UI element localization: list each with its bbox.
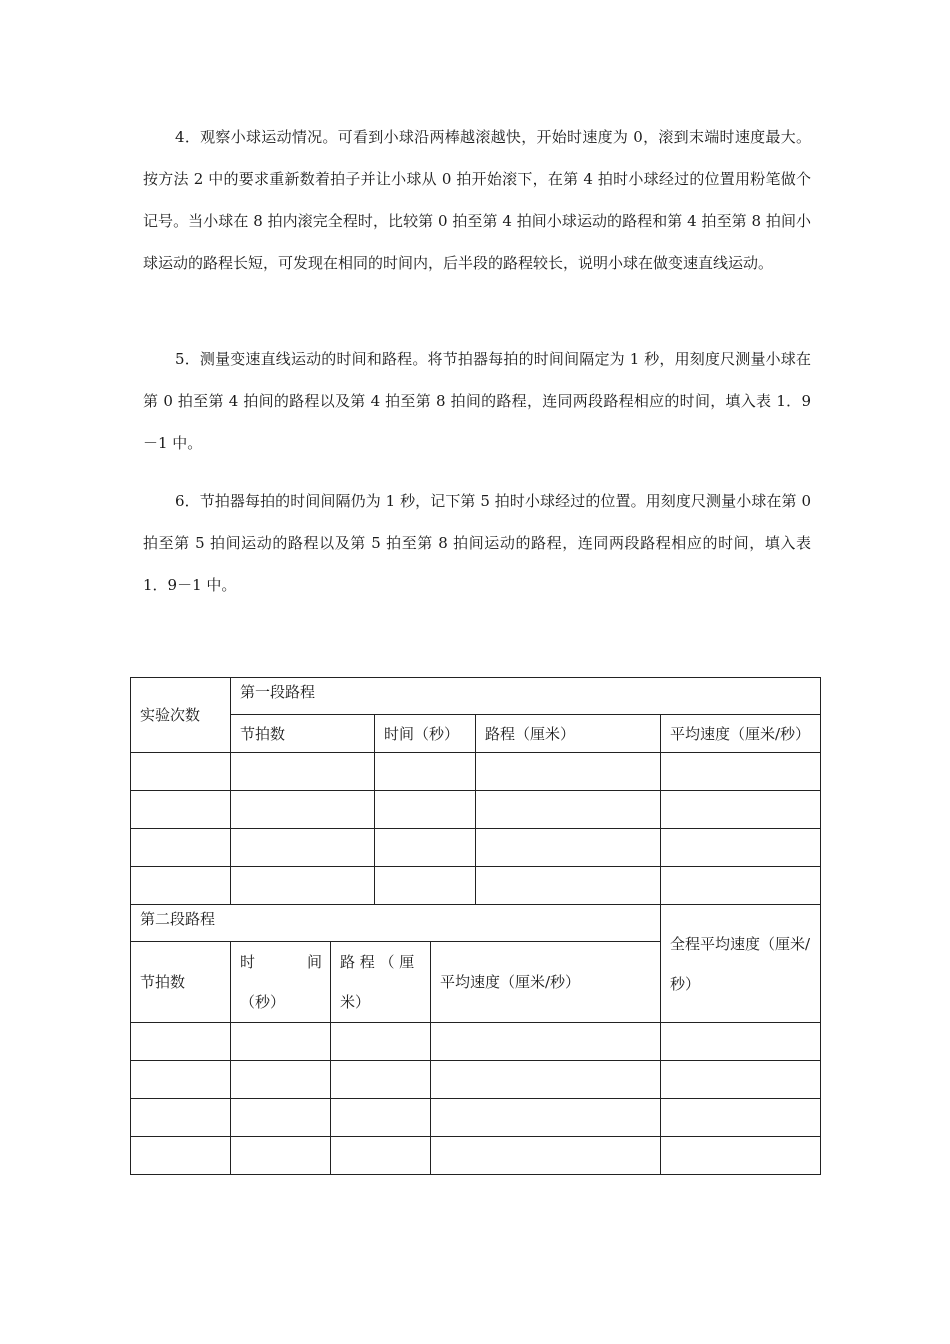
table-cell[interactable] xyxy=(131,1137,231,1175)
header-segment-1: 第一段路程 xyxy=(231,678,821,715)
header-seg2-time xyxy=(231,942,331,1023)
table-cell[interactable] xyxy=(375,829,476,867)
table-cell[interactable] xyxy=(131,867,231,905)
table-cell[interactable] xyxy=(231,1023,331,1061)
table-cell[interactable] xyxy=(231,867,375,905)
table-cell[interactable] xyxy=(661,753,821,791)
table-cell[interactable] xyxy=(231,1099,331,1137)
header-seg2-distance xyxy=(331,942,431,1023)
table-cell[interactable] xyxy=(375,867,476,905)
header-seg2-avg-speed: 平均速度（厘米/秒） xyxy=(431,942,661,1023)
header-total-avg-speed xyxy=(661,905,821,1023)
table-cell[interactable] xyxy=(231,1137,331,1175)
paragraph-step-6: 6．节拍器每拍的时间间隔仍为 1 秒，记下第 5 拍时小球经过的位置。用刻度尺测量小球在第 0 拍至第 5 拍间运动的路程以及第 5 拍至第 8 拍间运动的路程，连同两段路程相应的时间，填入表 1．9－1 中。 xyxy=(143,492,811,594)
table-cell[interactable] xyxy=(661,829,821,867)
table-cell[interactable] xyxy=(331,1137,431,1175)
header-seg1-beats: 节拍数 xyxy=(231,715,375,753)
table-cell[interactable] xyxy=(131,1023,231,1061)
table-cell[interactable] xyxy=(476,791,661,829)
header-seg1-distance: 路程（厘米） xyxy=(476,715,661,753)
table-cell[interactable] xyxy=(661,791,821,829)
data-table xyxy=(130,677,821,1175)
header-seg2-beats: 节拍数 xyxy=(131,942,231,1023)
table-cell[interactable] xyxy=(131,1099,231,1137)
paragraph-step-4: 4．观察小球运动情况。可看到小球沿两棒越滚越快，开始时速度为 0，滚到末端时速度最大。按方法 2 中的要求重新数着拍子并让小球从 0 拍开始滚下，在第 4 拍时小球经过的位置用粉笔做个记号。当小球在 8 拍内滚完全程时，比较第 0 拍至第 4 拍间小球运动的路程和第 4 拍至第 8 拍间小球运动的路程长短，可发现在相同的时间内，后半段的路程较长，说明小球在做变速直线运动。 xyxy=(143,128,811,272)
table-cell[interactable] xyxy=(661,1023,821,1061)
header-seg2-time-c: （秒） xyxy=(240,993,286,1011)
header-seg2-distance-line1: 路 程 （ 厘 xyxy=(340,953,415,971)
table-cell[interactable] xyxy=(231,829,375,867)
header-seg2-time-a: 时 xyxy=(240,953,256,971)
table-row xyxy=(131,1023,821,1061)
table-cell[interactable] xyxy=(431,1023,661,1061)
table-cell[interactable] xyxy=(431,1061,661,1099)
table-cell[interactable] xyxy=(131,829,231,867)
table-cell[interactable] xyxy=(661,1099,821,1137)
table-cell[interactable] xyxy=(476,829,661,867)
table-cell[interactable] xyxy=(431,1137,661,1175)
table-cell[interactable] xyxy=(661,867,821,905)
table-cell[interactable] xyxy=(231,791,375,829)
table-cell[interactable] xyxy=(661,1061,821,1099)
header-total-avg-speed-line2: 秒） xyxy=(670,974,701,993)
header-seg2-distance-line2: 米） xyxy=(340,993,371,1011)
header-seg1-time: 时间（秒） xyxy=(375,715,476,753)
table-cell[interactable] xyxy=(131,791,231,829)
table-cell[interactable] xyxy=(331,1099,431,1137)
table-row xyxy=(131,867,821,905)
table-row xyxy=(131,1137,821,1175)
table-row xyxy=(131,753,821,791)
table-cell[interactable] xyxy=(661,1137,821,1175)
table-cell[interactable] xyxy=(476,867,661,905)
table-cell[interactable] xyxy=(131,753,231,791)
header-total-avg-speed-line1: 全程平均速度（厘米/ xyxy=(670,934,811,953)
paragraph-step-5: 5．测量变速直线运动的时间和路程。将节拍器每拍的时间间隔定为 1 秒，用刻度尺测量小球在第 0 拍至第 4 拍间的路程以及第 4 拍至第 8 拍间的路程，连同两段路程相应的时间，填入表 1．9－1 中。 xyxy=(143,350,811,452)
table-row xyxy=(131,791,821,829)
table-row xyxy=(131,1061,821,1099)
table-cell[interactable] xyxy=(131,1061,231,1099)
table-cell[interactable] xyxy=(331,1061,431,1099)
table-cell[interactable] xyxy=(375,791,476,829)
table-row xyxy=(131,829,821,867)
table-cell[interactable] xyxy=(476,753,661,791)
header-experiment-number: 实验次数 xyxy=(131,678,231,753)
table-cell[interactable] xyxy=(431,1099,661,1137)
table-cell[interactable] xyxy=(331,1023,431,1061)
header-seg2-time-b: 间 xyxy=(306,953,322,971)
header-segment-2: 第二段路程 xyxy=(131,905,661,942)
table-row xyxy=(131,1099,821,1137)
table-cell[interactable] xyxy=(231,1061,331,1099)
table-cell[interactable] xyxy=(231,753,375,791)
table-cell[interactable] xyxy=(375,753,476,791)
header-seg1-avg-speed: 平均速度（厘米/秒） xyxy=(661,715,821,753)
